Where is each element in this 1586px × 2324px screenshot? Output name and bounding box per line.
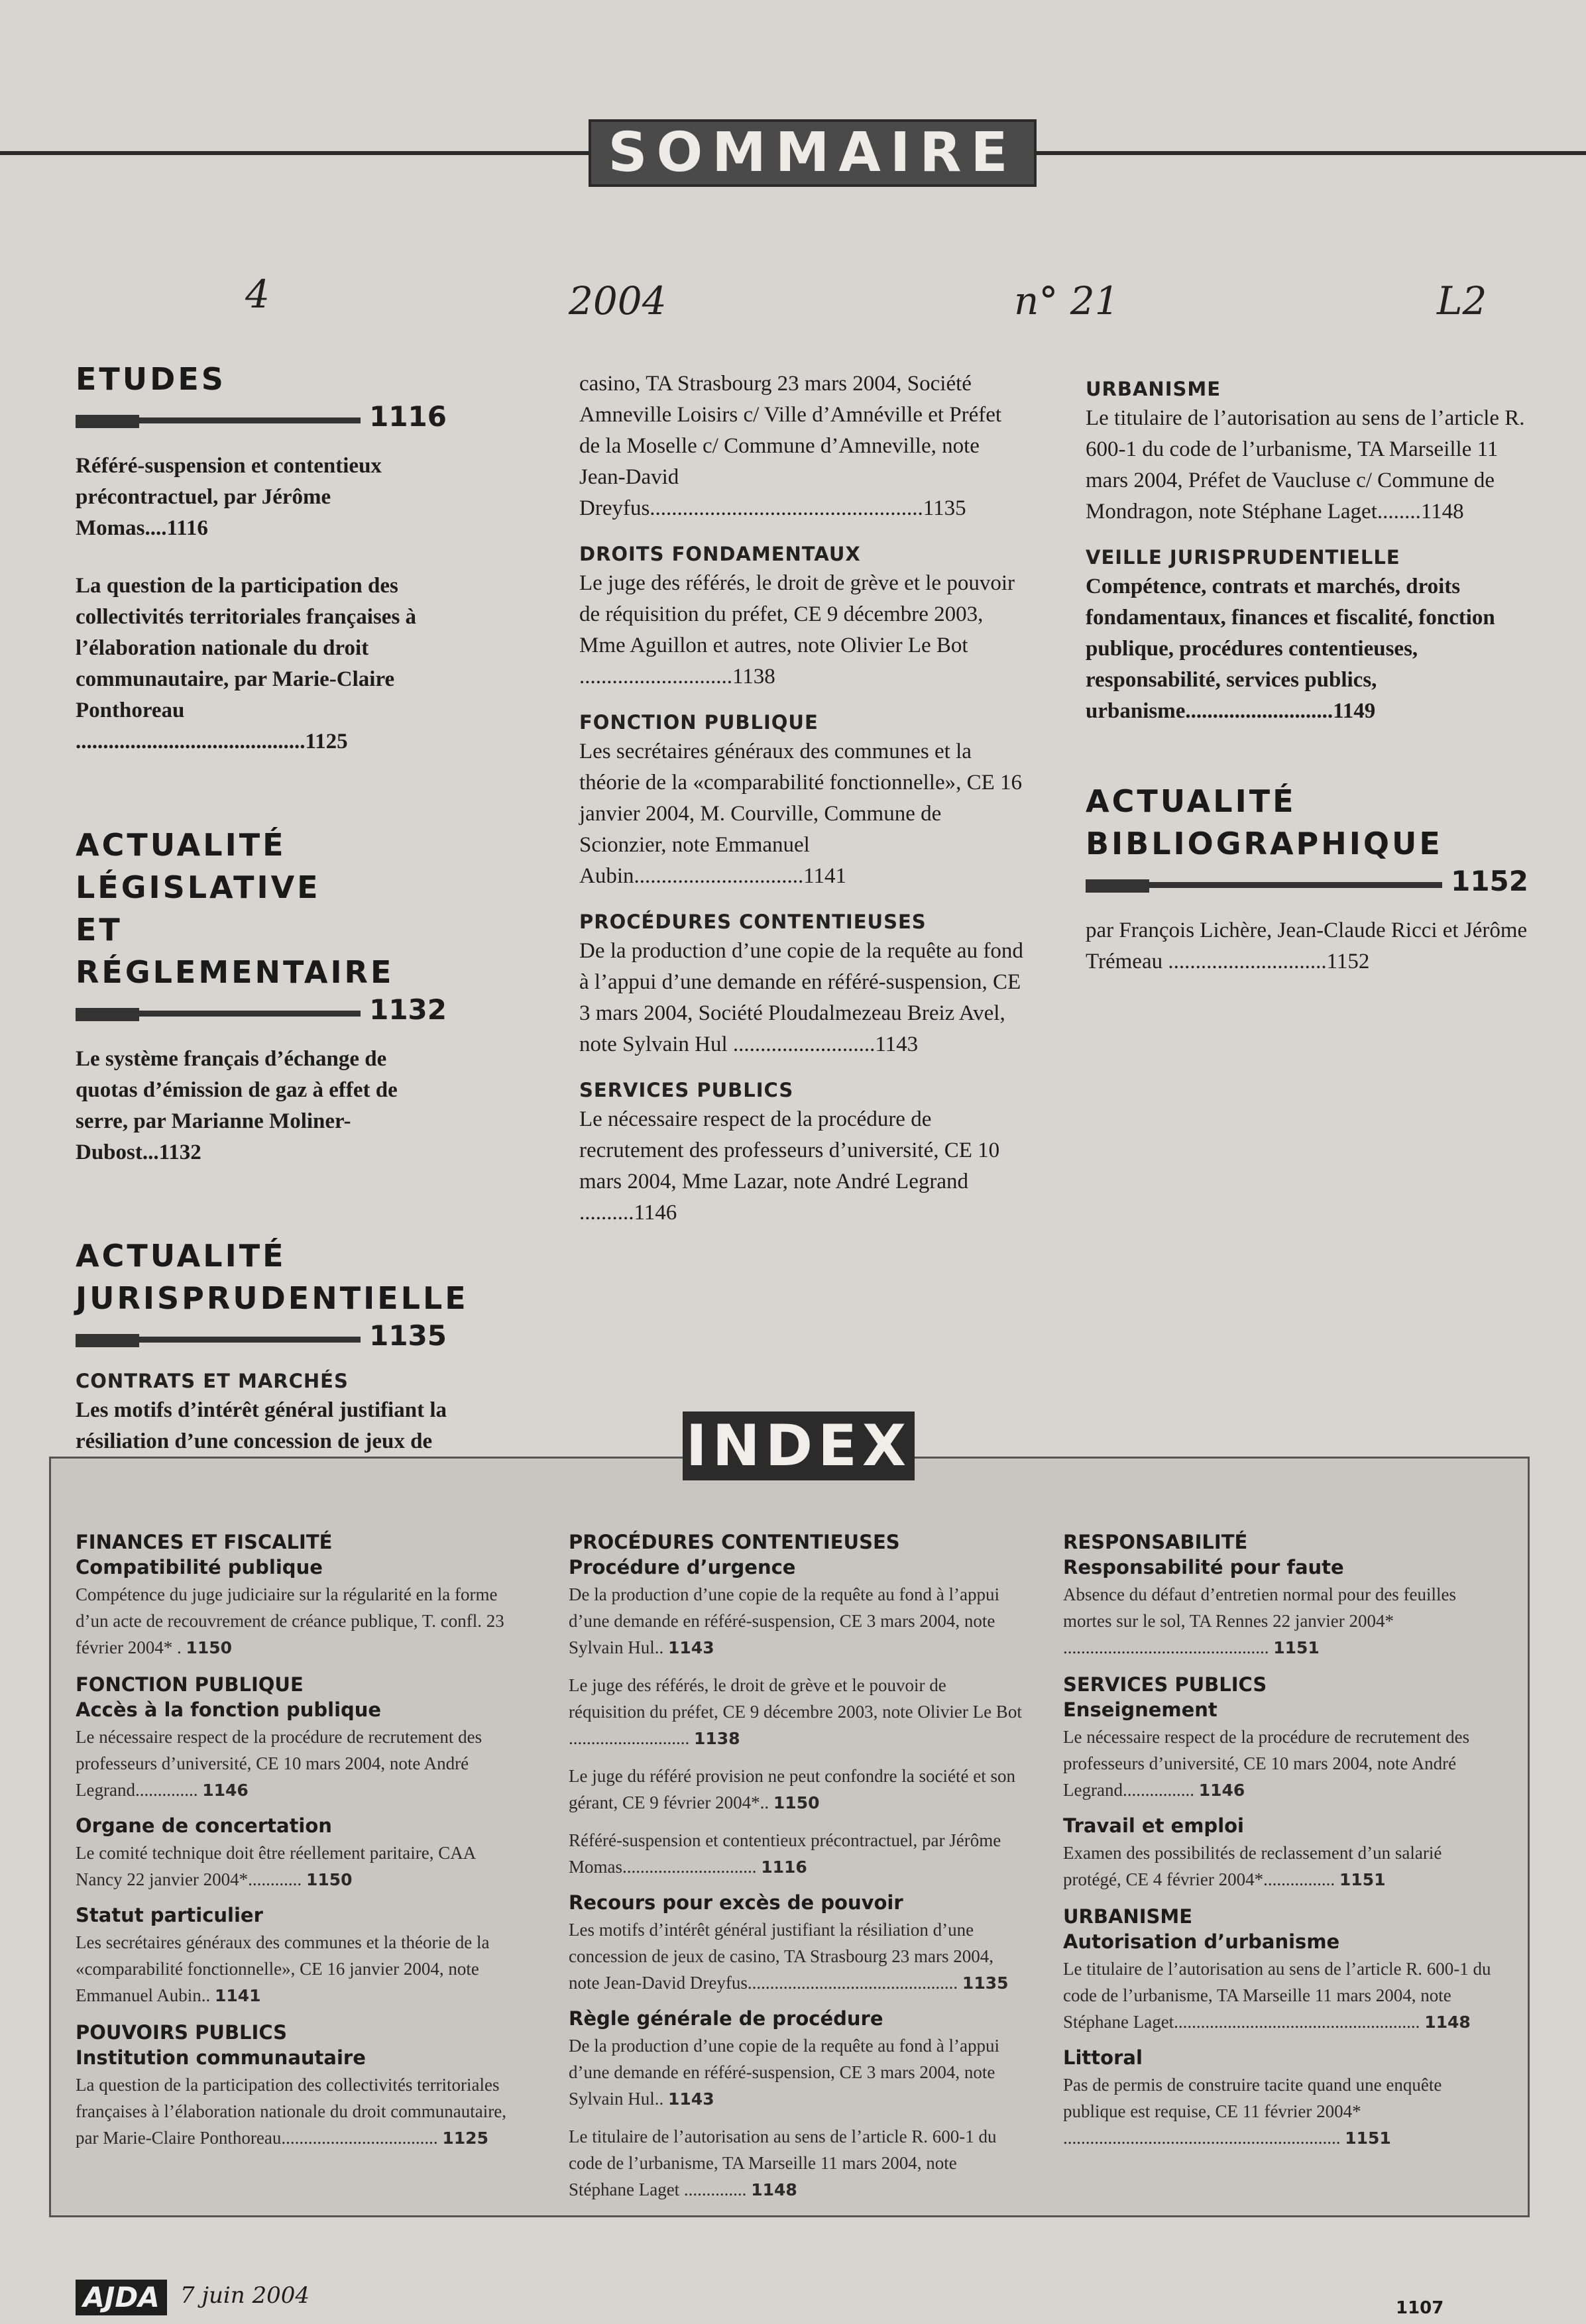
index-page: 1151 xyxy=(1345,2129,1391,2148)
index-subcategory: Compatibilité publique xyxy=(76,1556,323,1578)
index-subcategory: Recours pour excès de pouvoir xyxy=(569,1891,903,1914)
toc-column-3 xyxy=(1086,368,1528,1004)
handwritten-note-3: n° 21 xyxy=(1014,278,1119,323)
index-entry[interactable]: Référé-suspension et contentieux précontractuel, par Jérôme Momas.............................. 1116 xyxy=(569,1830,1001,1877)
index-entry[interactable]: Compétence du juge judiciaire sur la régularité en la forme d’un acte de recouvrement de créance publique, T. confl. 23 février 2004* . 1150 xyxy=(76,1584,504,1657)
index-page: 1116 xyxy=(761,1857,807,1877)
index-entry[interactable]: De la production d’une copie de la requête au fond à l’appui d’une demande en référé-suspension, CE 3 mars 2004, note Sylvain Hul.. 1143 xyxy=(569,2036,999,2109)
category-label: DROITS FONDAMENTAUX xyxy=(579,543,861,565)
category-label: CONTRATS ET MARCHÉS xyxy=(76,1370,349,1392)
section-page: 1132 xyxy=(369,993,447,1026)
index-column-1 xyxy=(76,1519,520,2162)
toc-entry[interactable]: Le juge des référés, le droit de grève et le pouvoir de réquisition du préfet, CE 9 décembre 2003, Mme Aguillon et autres, note Olivier Le Bot ............................1138 xyxy=(579,571,1015,689)
index-subcategory: Autorisation d’urbanisme xyxy=(1063,1930,1340,1953)
index-subcategory: Organe de concertation xyxy=(76,1814,332,1837)
index-page: 1135 xyxy=(962,1973,1009,1993)
index-category: URBANISME xyxy=(1063,1905,1193,1928)
index-subcategory: Accès à la fonction publique xyxy=(76,1698,382,1721)
index-page: 1148 xyxy=(751,2180,797,2199)
section-bar xyxy=(1086,865,1528,901)
toc-entry[interactable]: Le titulaire de l’autorisation au sens de l’article R. 600-1 du code de l’urbanisme, TA Marseille 11 mars 2004, Préfet de Vaucluse c/ Commune de Mondragon, note Stéphane Laget........1148 xyxy=(1086,406,1525,524)
index-page: 1141 xyxy=(214,1986,261,2005)
section-title-etudes: ETUDES xyxy=(76,361,226,397)
index-column-3 xyxy=(1063,1519,1501,2162)
toc-column-1 xyxy=(76,358,469,1484)
index-subcategory: Travail et emploi xyxy=(1063,1814,1244,1837)
index-entry[interactable]: Le juge des référés, le droit de grève et le pouvoir de réquisition du préfet, CE 9 décembre 2003, note Olivier Le Bot ........................... 1138 xyxy=(569,1675,1022,1748)
category-label: URBANISME xyxy=(1086,378,1221,400)
index-category: POUVOIRS PUBLICS xyxy=(76,2021,288,2044)
index-entry[interactable]: Absence du défaut d’entretien normal pour des feuilles mortes sur le sol, TA Rennes 22 janvier 2004* .............................................. 1151 xyxy=(1063,1584,1457,1657)
index-subcategory: Règle générale de procédure xyxy=(569,2007,883,2030)
handwritten-note-1: 4 xyxy=(245,272,270,317)
index-entry[interactable]: La question de la participation des collectivités territoriales françaises à l’élaboration nationale du droit communautaire, par Marie-Claire Ponthoreau................................... 1125 xyxy=(76,2075,506,2148)
index-page: 1146 xyxy=(1198,1781,1245,1800)
index-entry[interactable]: Le nécessaire respect de la procédure de recrutement des professeurs d’université, CE 10 mars 2004, note André Legrand.............. 1146 xyxy=(76,1727,482,1800)
toc-entry[interactable]: Les secrétaires généraux des communes et la théorie de la «comparabilité fonctionnelle», CE 16 janvier 2004, M. Courville, Commune de Scionzier, note Emmanuel Aubin...............................1141 xyxy=(579,740,1023,888)
index-page: 1151 xyxy=(1273,1638,1320,1657)
index-page: 1125 xyxy=(442,2129,488,2148)
category-label: SERVICES PUBLICS xyxy=(579,1079,794,1101)
toc-entry[interactable]: Référé-suspension et contentieux précontractuel, par Jérôme Momas....1116 xyxy=(76,454,382,540)
section-title-legislative: ACTUALITÉ LÉGISLATIVE ET RÉGLEMENTAIRE xyxy=(76,827,394,990)
index-page: 1146 xyxy=(202,1781,249,1800)
handwritten-note-2: 2004 xyxy=(569,278,667,323)
toc-entry[interactable]: casino, TA Strasbourg 23 mars 2004, Société Amneville Loisirs c/ Ville d’Amnéville et Préfet de la Moselle c/ Commune d’Amneville, note Jean-David Dreyfus..................................................1135 xyxy=(579,372,1002,520)
index-page: 1148 xyxy=(1424,2013,1471,2032)
index-entry[interactable]: Les motifs d’intérêt général justifiant la résiliation d’une concession de jeux de casino, TA Strasbourg 23 mars 2004, note Jean-David Dreyfus............................................... 1135 xyxy=(569,1920,1009,1993)
index-subcategory: Responsabilité pour faute xyxy=(1063,1556,1344,1578)
index-page: 1150 xyxy=(186,1638,233,1657)
index-category: FINANCES ET FISCALITÉ xyxy=(76,1531,333,1553)
index-entry[interactable]: Le comité technique doit être réellement paritaire, CAA Nancy 22 janvier 2004*............ 1150 xyxy=(76,1843,475,1889)
index-entry[interactable]: Pas de permis de construire tacite quand une enquête publique est requise, CE 11 février 2004* .............................................................. 1151 xyxy=(1063,2075,1442,2148)
index-entry[interactable]: Le titulaire de l’autorisation au sens de l’article R. 600-1 du code de l’urbanisme, TA Marseille 11 mars 2004, note Stéphane Laget....................................................... 1148 xyxy=(1063,1959,1491,2032)
toc-column-2 xyxy=(579,368,1027,1255)
toc-entry[interactable]: Les motifs d’intérêt général justifiant la résiliation d’une concession de jeux de xyxy=(76,1398,447,1453)
category-label: PROCÉDURES CONTENTIEUSES xyxy=(579,911,927,933)
toc-entry[interactable]: par François Lichère, Jean-Claude Ricci et Jérôme Trémeau .............................1152 xyxy=(1086,918,1528,973)
index-category: RESPONSABILITÉ xyxy=(1063,1531,1248,1553)
section-bar xyxy=(76,993,447,1029)
index-page: 1143 xyxy=(668,1638,714,1657)
page-number: 1107 xyxy=(1396,2298,1444,2318)
category-label: VEILLE JURISPRUDENTIELLE xyxy=(1086,546,1400,569)
index-category: FONCTION PUBLIQUE xyxy=(76,1673,304,1696)
section-title-jurisprudentielle: ACTUALITÉ JURISPRUDENTIELLE xyxy=(76,1238,469,1316)
index-page: 1138 xyxy=(694,1729,740,1748)
section-title-bibliographique: ACTUALITÉ BIBLIOGRAPHIQUE xyxy=(1086,783,1443,861)
index-category: PROCÉDURES CONTENTIEUSES xyxy=(569,1531,900,1553)
toc-entry[interactable]: De la production d’une copie de la requête au fond à l’appui d’une demande en référé-suspension, CE 3 mars 2004, Société Ploudalmezeau Breiz Avel, note Sylvain Hul ..........................1143 xyxy=(579,939,1023,1056)
index-subcategory: Enseignement xyxy=(1063,1698,1218,1721)
index-title: INDEX xyxy=(683,1411,915,1480)
index-entry[interactable]: Le juge du référé provision ne peut confondre la société et son gérant, CE 9 février 2004*.. 1150 xyxy=(569,1766,1015,1812)
index-category: SERVICES PUBLICS xyxy=(1063,1673,1267,1696)
section-page: 1135 xyxy=(369,1319,447,1352)
issue-date: 7 juin 2004 xyxy=(180,2282,310,2309)
toc-entry[interactable]: La question de la participation des collectivités territoriales françaises à l’élaboration nationale du droit communautaire, par Marie-Claire Ponthoreau ..........................................1125 xyxy=(76,574,417,753)
handwritten-note-4: L2 xyxy=(1437,278,1487,323)
section-bar xyxy=(76,400,447,436)
toc-entry[interactable]: Le système français d’échange de quotas d’émission de gaz à effet de serre, par Marianne Moliner-Dubost...1132 xyxy=(76,1047,398,1164)
index-entry[interactable]: Le titulaire de l’autorisation au sens de l’article R. 600-1 du code de l’urbanisme, TA Marseille 11 mars 2004, note Stéphane Laget .............. 1148 xyxy=(569,2127,997,2199)
index-entry[interactable]: Le nécessaire respect de la procédure de recrutement des professeurs d’université, CE 10 mars 2004, note André Legrand................ 1146 xyxy=(1063,1727,1470,1800)
toc-entry[interactable]: Le nécessaire respect de la procédure de recrutement des professeurs d’université, CE 10 mars 2004, Mme Lazar, note André Legrand ..........1146 xyxy=(579,1107,1000,1225)
index-entry[interactable]: Examen des possibilités de reclassement d’un salarié protégé, CE 4 février 2004*................ 1151 xyxy=(1063,1843,1442,1889)
index-page: 1151 xyxy=(1339,1870,1386,1889)
toc-entry[interactable]: Compétence, contrats et marchés, droits fondamentaux, finances et fiscalité, fonction publique, procédures contentieuses, responsabilité, services publics, urbanisme...........................1149 xyxy=(1086,575,1495,723)
index-page: 1150 xyxy=(306,1870,353,1889)
index-column-2 xyxy=(569,1519,1023,2214)
index-subcategory: Institution communautaire xyxy=(76,2046,366,2069)
section-page: 1116 xyxy=(369,400,447,433)
index-entry[interactable]: Les secrétaires généraux des communes et la théorie de la «comparabilité fonctionnelle», CE 16 janvier 2004, note Emmanuel Aubin.. 1141 xyxy=(76,1932,490,2005)
index-subcategory: Statut particulier xyxy=(76,1904,263,1926)
index-subcategory: Littoral xyxy=(1063,2046,1143,2069)
index-entry[interactable]: De la production d’une copie de la requête au fond à l’appui d’une demande en référé-suspension, CE 3 mars 2004, note Sylvain Hul.. 1143 xyxy=(569,1584,999,1657)
index-page: 1150 xyxy=(773,1793,820,1812)
journal-logo: AJDA xyxy=(76,2280,167,2315)
index-page: 1143 xyxy=(668,2089,714,2109)
section-page: 1152 xyxy=(1451,865,1528,897)
index-subcategory: Procédure d’urgence xyxy=(569,1556,796,1578)
section-bar xyxy=(76,1319,447,1355)
category-label: FONCTION PUBLIQUE xyxy=(579,711,819,734)
sommaire-banner: SOMMAIRE xyxy=(589,119,1037,187)
